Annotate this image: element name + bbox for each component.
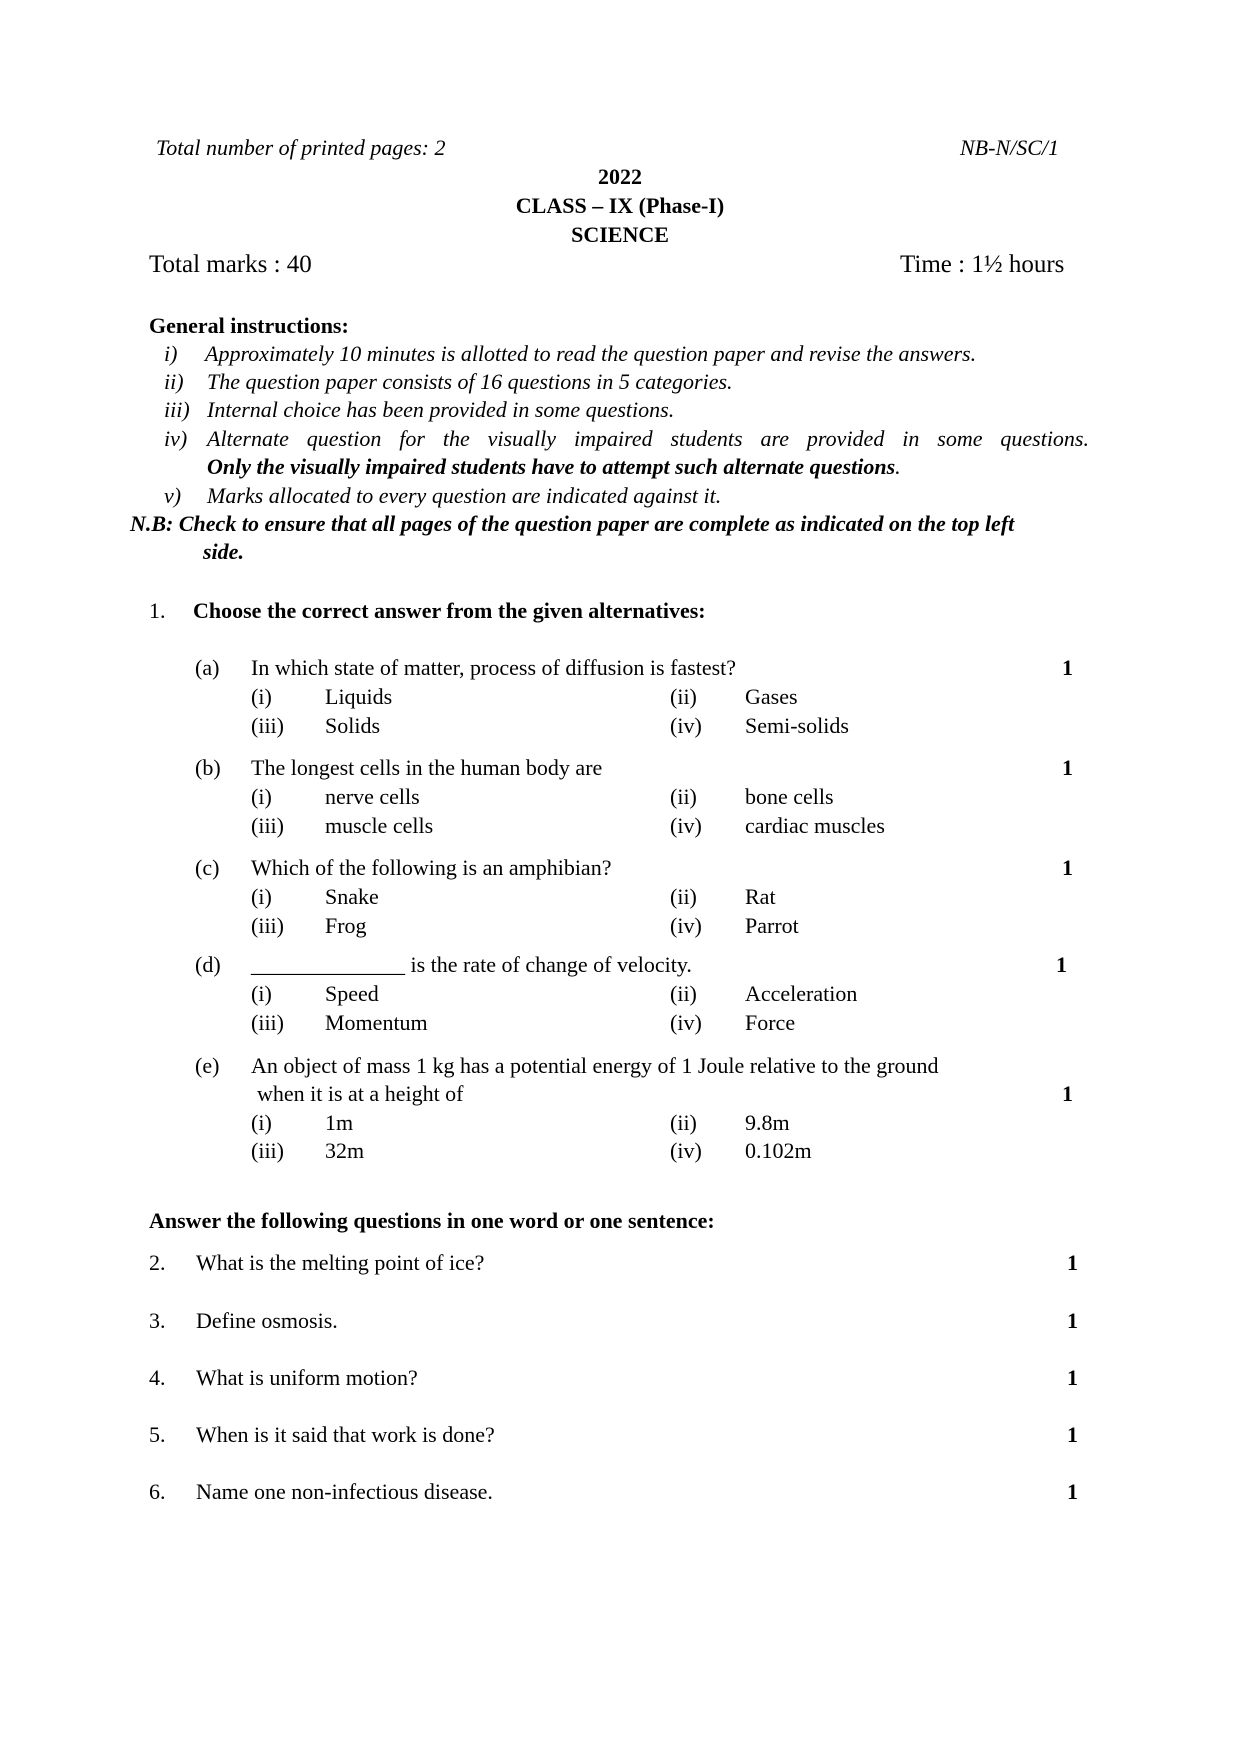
question-number: 6.	[149, 1479, 166, 1504]
option-text: nerve cells	[325, 784, 420, 809]
marks: 1	[1067, 1365, 1078, 1390]
option-text: Rat	[745, 884, 776, 909]
option-text: 0.102m	[745, 1138, 812, 1163]
instruction-text: Approximately 10 minutes is allotted to read the question paper and revise the answers.	[205, 341, 977, 366]
printed-pages-note: Total number of printed pages: 2	[156, 135, 446, 160]
option-text: cardiac muscles	[745, 813, 885, 838]
option-text: bone cells	[745, 784, 834, 809]
exam-class: CLASS – IX (Phase-I)	[515, 193, 725, 218]
option-number: (iv)	[670, 913, 702, 938]
question-text: When is it said that work is done?	[196, 1422, 495, 1447]
option-text: Solids	[325, 713, 381, 738]
question-number: 4.	[149, 1365, 166, 1390]
instruction-bold-text: Only the visually impaired students have to attempt such alternate questions	[207, 454, 896, 479]
option-text: Speed	[325, 981, 379, 1006]
subquestion-label: (b)	[195, 755, 221, 780]
section-heading: Answer the following questions in one word or one sentence:	[149, 1208, 715, 1233]
instruction-text: Marks allocated to every question are indicated against it.	[207, 483, 722, 508]
instruction-emphasis	[207, 453, 901, 481]
instruction-tail: .	[895, 454, 901, 479]
marks: 1	[1062, 855, 1073, 880]
nb-note-continued: side.	[203, 539, 244, 564]
option-number: (i)	[251, 684, 272, 709]
instruction-number: v)	[164, 483, 182, 508]
instruction-number: i)	[164, 341, 178, 366]
question-text: What is uniform motion?	[196, 1365, 418, 1390]
instruction-number: ii)	[164, 369, 184, 394]
instruction-text: Alternate question for the visually impaired students are provided in some questions.	[207, 426, 1089, 451]
option-text: 1m	[325, 1110, 354, 1135]
option-text: Frog	[325, 913, 367, 938]
option-text: Snake	[325, 884, 379, 909]
nb-note: N.B: Check to ensure that all pages of the question paper are complete as indicated on the top left	[130, 511, 1015, 536]
option-number: (iii)	[251, 1138, 284, 1163]
subquestion-label: (c)	[195, 855, 220, 880]
option-number: (iii)	[251, 813, 284, 838]
subquestion-text: ______________ is the rate of change of velocity.	[251, 952, 692, 977]
marks: 1	[1062, 1081, 1073, 1106]
option-text: Gases	[745, 684, 798, 709]
option-text: Acceleration	[745, 981, 858, 1006]
marks: 1	[1056, 952, 1067, 977]
exam-subject: SCIENCE	[571, 222, 669, 247]
subquestion-label: (d)	[195, 952, 221, 977]
marks: 1	[1067, 1250, 1078, 1275]
instruction-number: iv)	[164, 426, 188, 451]
exam-year: 2022	[598, 164, 642, 189]
section-heading: Choose the correct answer from the given alternatives:	[193, 598, 706, 623]
exam-time: Time : 1½ hours	[900, 251, 1065, 278]
option-number: (iii)	[251, 913, 284, 938]
subquestion-label: (a)	[195, 655, 220, 680]
option-number: (ii)	[670, 981, 697, 1006]
option-number: (ii)	[670, 884, 697, 909]
option-text: Liquids	[325, 684, 393, 709]
subquestion-text: The longest cells in the human body are	[251, 755, 603, 780]
option-number: (iv)	[670, 813, 702, 838]
option-number: (i)	[251, 1110, 272, 1135]
subquestion-label: (e)	[195, 1053, 220, 1078]
option-text: 32m	[325, 1138, 365, 1163]
option-text: Force	[745, 1010, 796, 1035]
option-number: (iv)	[670, 713, 702, 738]
question-text: Name one non-infectious disease.	[196, 1479, 493, 1504]
question-number: 5.	[149, 1422, 166, 1447]
marks: 1	[1062, 755, 1073, 780]
option-text: Momentum	[325, 1010, 428, 1035]
option-number: (iii)	[251, 713, 284, 738]
option-text: Parrot	[745, 913, 799, 938]
subquestion-text: Which of the following is an amphibian?	[251, 855, 612, 880]
option-number: (iv)	[670, 1010, 702, 1035]
subquestion-text: An object of mass 1 kg has a potential energy of 1 Joule relative to the ground	[251, 1053, 939, 1078]
total-marks: Total marks : 40	[149, 251, 312, 278]
option-number: (ii)	[670, 1110, 697, 1135]
marks: 1	[1067, 1308, 1078, 1333]
option-number: (iii)	[251, 1010, 284, 1035]
option-number: (i)	[251, 784, 272, 809]
question-text: Define osmosis.	[196, 1308, 338, 1333]
option-number: (i)	[251, 981, 272, 1006]
question-number: 1.	[149, 598, 166, 623]
option-number: (iv)	[670, 1138, 702, 1163]
option-number: (ii)	[670, 684, 697, 709]
paper-code: NB-N/SC/1	[960, 135, 1060, 160]
question-number: 3.	[149, 1308, 166, 1333]
instruction-text: Internal choice has been provided in some questions.	[207, 397, 675, 422]
instructions-heading: General instructions:	[149, 313, 349, 338]
option-text: muscle cells	[325, 813, 434, 838]
marks: 1	[1067, 1422, 1078, 1447]
marks: 1	[1067, 1479, 1078, 1504]
option-number: (ii)	[670, 784, 697, 809]
marks: 1	[1062, 655, 1073, 680]
instruction-number: iii)	[164, 397, 190, 422]
subquestion-text-continued: when it is at a height of	[257, 1081, 464, 1106]
question-text: What is the melting point of ice?	[196, 1250, 485, 1275]
option-text: Semi-solids	[745, 713, 849, 738]
question-number: 2.	[149, 1250, 166, 1275]
option-number: (i)	[251, 884, 272, 909]
option-text: 9.8m	[745, 1110, 790, 1135]
instruction-text: The question paper consists of 16 questions in 5 categories.	[207, 369, 733, 394]
subquestion-text: In which state of matter, process of diffusion is fastest?	[251, 655, 737, 680]
